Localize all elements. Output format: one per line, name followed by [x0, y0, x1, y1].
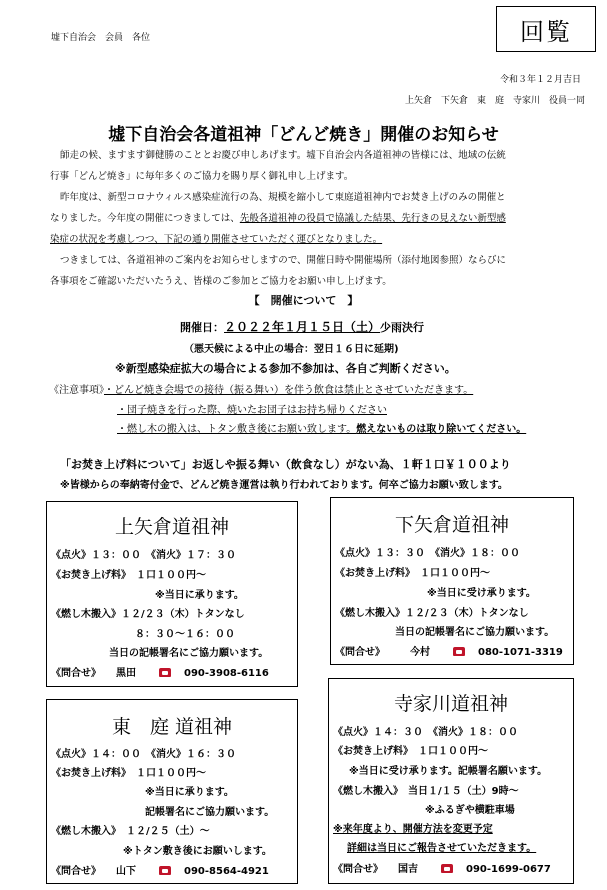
senders: 上矢倉 下矢倉 東 庭 寺家川 役員一同	[404, 96, 585, 106]
shrine-name: 下矢倉道祖神	[394, 514, 509, 536]
event-date-note: 少雨決行	[380, 321, 425, 334]
paragraph-line: 染症の状況を考慮しつつ、下記の通り開催させていただく運びとなりました。	[50, 234, 383, 245]
wood-value: １２/２５（土）～	[126, 826, 210, 837]
wood-place: ※ふるぎや横駐車場	[425, 805, 515, 816]
paragraph-line: 各事項をご確認いただいたうえ、皆様のご参加とご協力をお願い申し上げます。	[50, 276, 392, 287]
contact-label: 《問合せ》	[333, 864, 378, 875]
fee-line: 「お焚き上げ料について」お返しや振る舞い（飲食なし）がない為、１軒１口￥１００より	[60, 458, 511, 471]
fee-label: 《お焚き上げ料》	[51, 570, 126, 581]
wood-row	[51, 605, 245, 620]
fee-label: 《お焚き上げ料》	[335, 568, 410, 579]
fire-time: 《点火》１３：００	[51, 550, 141, 561]
contact-row	[51, 664, 269, 679]
wood-label: 《燃し木搬入》	[335, 608, 405, 619]
intro-paragraphs	[50, 145, 580, 292]
bad-weather-note: （悪天候による中止の場合：翌日１６日に延期)	[184, 344, 399, 355]
addressee: 墟下自治会 会員 各位	[51, 33, 151, 43]
date: 令和３年１２月吉日	[499, 75, 581, 85]
fee-note-2: 記帳署名にご協力願います。	[145, 807, 275, 818]
contact-tel: 090-8564-4921	[184, 866, 269, 877]
wood-value: 当日１/１５（土）9時～	[408, 786, 519, 797]
end-time: 《消火》１８：００	[433, 727, 518, 738]
contact-name: 国吉	[398, 864, 418, 875]
contact-row	[335, 643, 563, 658]
fire-time: 《点火》１３：３０	[335, 548, 425, 559]
event-date-value: ２０２２年１月１５日（土）	[224, 320, 381, 334]
wood-label: 《燃し木搬入》	[51, 826, 116, 837]
fire-time: 《点火》１４：００	[51, 749, 141, 760]
wood-row	[51, 822, 210, 837]
event-heading: 【 開催について 】	[248, 294, 359, 307]
contact-tel: 090-3908-6116	[184, 668, 269, 679]
change-note-1: ※来年度より、開催方法を変更予定	[333, 824, 493, 835]
wood-time: ８：３０～１６：００	[135, 629, 235, 640]
fee-row	[51, 566, 206, 581]
fee-label: 《お焚き上げ料》	[333, 746, 408, 757]
covid-note: ※新型感染症拡大の場合による参加不参加は、各自ご判断ください。	[115, 362, 456, 375]
contact-tel: 080-1071-3319	[478, 647, 563, 658]
wood-row	[333, 782, 519, 797]
contact-name: 今村	[410, 647, 430, 658]
contact-name: 黒田	[116, 668, 136, 679]
page-title: 墟下自治会各道祖神「どんど焼き」開催のお知らせ	[108, 125, 499, 145]
fee-value: １口１００円～	[418, 746, 488, 757]
contact-tel: 090-1699-0677	[466, 864, 551, 875]
end-time: 《消火》１８：００	[435, 548, 520, 559]
fee-note: ※当日に受け承ります。	[427, 588, 536, 599]
wood-note: ※トタン敷き後にお願いします。	[123, 846, 272, 857]
event-date-line	[180, 318, 424, 335]
shrine-name: 寺家川道祖神	[393, 693, 508, 715]
fire-times	[335, 544, 520, 559]
fee-note: ※皆様からの奉納寄付金で、どんど焼き運営は執り行われております。何卒ご協力お願い致します。	[60, 480, 508, 491]
fee-row	[333, 742, 488, 757]
fee-value: １口１００円～	[136, 570, 206, 581]
note-3	[117, 420, 526, 435]
paragraph-line	[50, 208, 580, 229]
shrine-box-higashiniwa	[46, 699, 298, 884]
underlined-text: 先般各道祖神の役員で協議した結果、先行きの見えない新型感	[239, 213, 506, 224]
notes-line-1	[49, 381, 473, 396]
paragraph-line: 昨年度は、新型コロナウィルス感染症流行の為、規模を縮小して東庭道祖神内でお焚き上げのみの開催と	[60, 192, 506, 203]
wood-label: 《燃し木搬入》	[51, 609, 121, 620]
phone-icon	[159, 668, 171, 677]
phone-icon	[159, 866, 171, 875]
paragraph-line: つきましては、各道祖神のご案内をお知らせしますので、開催日時や開催場所（添付地図参照）ならびに	[60, 255, 507, 266]
note-3-bold: 燃えないものは取り除いてください。	[356, 424, 527, 435]
change-note-2: 詳細は当日にご報告させていただきます。	[347, 843, 537, 854]
end-time: 《消火》１７：３０	[151, 550, 236, 561]
paragraph-text: なりました。今年度の開催につきましては、	[50, 213, 240, 224]
event-date-label: 開催日：	[180, 321, 224, 334]
wood-value: １２/２３（木）トタンなし	[405, 608, 529, 619]
shrine-box-shimoyagura	[330, 497, 574, 665]
fire-time: 《点火》１４：３０	[333, 727, 423, 738]
shrine-name: 上矢倉道祖神	[114, 516, 229, 538]
paragraph-line: 行事「どんど焼き」に毎年多くのご協力を賜り厚く御礼申し上げます。	[50, 171, 354, 182]
fee-row	[51, 764, 206, 779]
contact-name: 山下	[116, 866, 136, 877]
fee-label: 《お焚き上げ料》	[51, 768, 126, 779]
wood-note: 当日の記帳署名にご協力願います。	[109, 648, 269, 659]
fire-times	[51, 745, 236, 760]
wood-row	[335, 604, 529, 619]
fee-row	[335, 564, 490, 579]
wood-value: １２/２３（木）トタンなし	[121, 609, 245, 620]
contact-row	[51, 862, 269, 877]
wood-note: 当日の記帳署名にご協力願います。	[395, 627, 555, 638]
contact-label: 《問合せ》	[51, 866, 96, 877]
end-time: 《消火》１６：３０	[151, 749, 236, 760]
contact-row	[333, 860, 551, 875]
note-3-text: ・燃し木の搬入は、トタン敷き後にお願い致します。	[117, 424, 357, 435]
fee-value: １口１００円～	[420, 568, 490, 579]
fee-note: ※当日に受け承ります。記帳署名願います。	[349, 766, 548, 777]
phone-icon	[453, 647, 465, 656]
notes-label: 《注意事項》	[49, 385, 104, 396]
paragraph-line: 師走の候、ますます御健勝のこととお慶び申しあげます。墟下自治会内各道祖神の皆様には、地域の伝統	[60, 150, 506, 161]
shrine-box-kamiyagura	[46, 501, 298, 687]
fee-value: １口１００円～	[136, 768, 206, 779]
fire-times	[51, 546, 236, 561]
fee-note: ※当日に承ります。	[155, 590, 244, 601]
note-1: ・どんど焼き会場での接待（振る舞い）を伴う飲食は禁止とさせていただきます。	[104, 385, 474, 396]
phone-icon	[441, 864, 453, 873]
contact-label: 《問合せ》	[335, 647, 380, 658]
kairan-stamp: 回覧	[496, 6, 596, 52]
wood-label: 《燃し木搬入》	[333, 786, 398, 797]
note-2: ・団子焼きを行った際、焼いたお団子はお持ち帰りください	[117, 405, 387, 416]
fire-times	[333, 723, 518, 738]
contact-label: 《問合せ》	[51, 668, 96, 679]
shrine-name: 東 庭 道祖神	[111, 716, 233, 738]
shrine-box-jikegawa	[328, 678, 574, 884]
fee-note: ※当日に承ります。	[145, 787, 234, 798]
